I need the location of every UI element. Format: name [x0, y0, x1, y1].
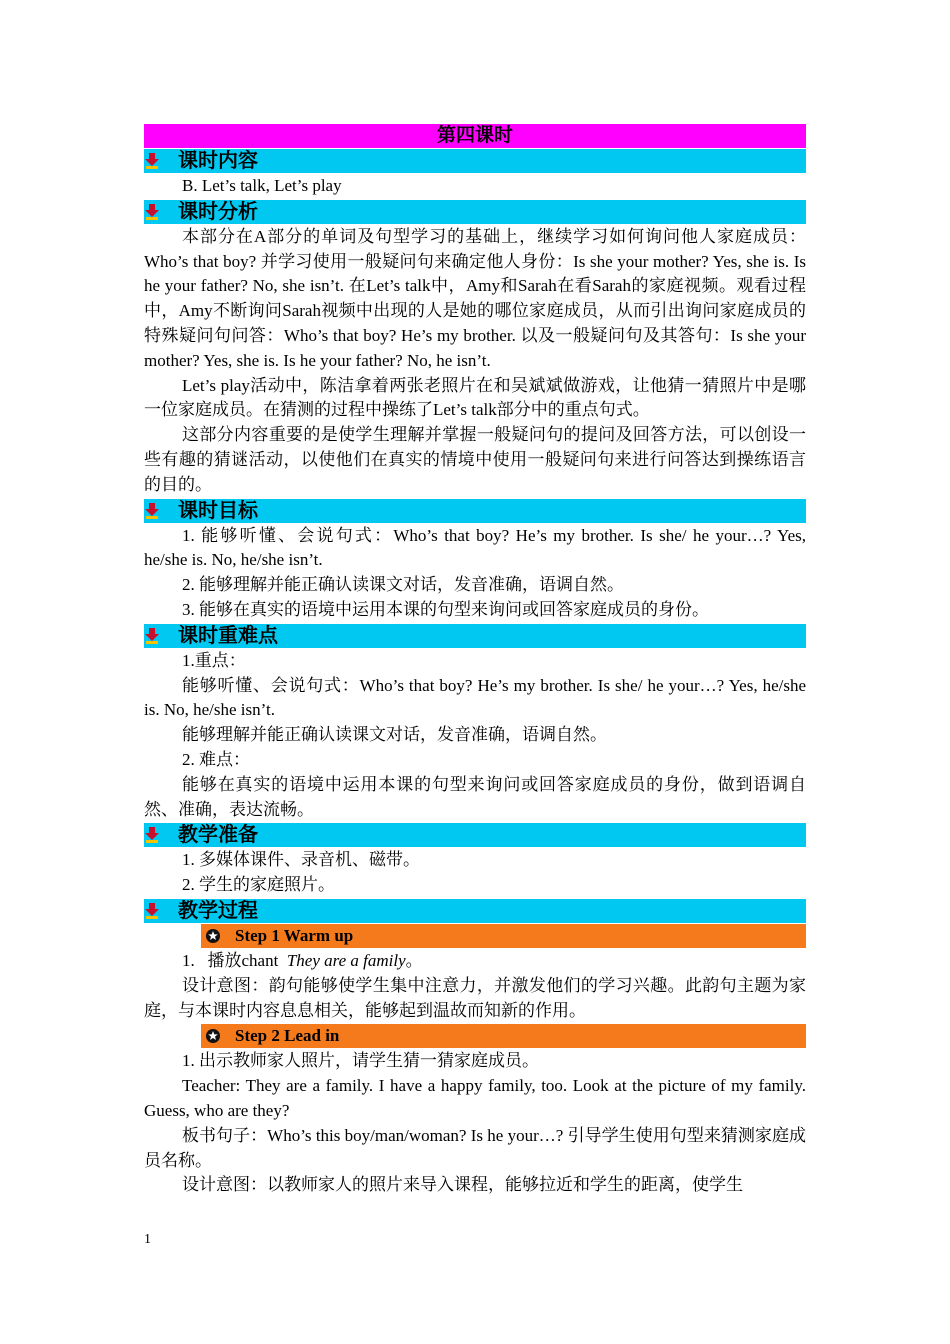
section-content-heading: 课时内容	[144, 149, 806, 173]
arrow-down-icon	[145, 503, 159, 519]
goal-item: 2. 能够理解并能正确认读课文对话，发音准确，语调自然。	[182, 575, 624, 595]
analysis-paragraph: 本部分在A部分的单词及句型学习的基础上，继续学习如何询问他人家庭成员：Who’s that boy? 并学习使用一般疑问句来确定他人身份：Is she your mother? Yes, she is. Is he your father? No, she isn’t. 在Let’s talk中，Amy和Sarah在看Sarah的家庭视频。观看过程中，Amy不断询问Sarah视频中出现的人是她的哪位家庭成员，从而引出询问家庭成员的特殊疑问句问答：Who’s that boy? He’s my brother. 以及一般疑问句及其答句：Is she your mother? Yes, she is. Is he your father? No, he isn’t.	[144, 226, 806, 370]
goal-item: 3. 能够在真实的语境中运用本课的句型来询问或回答家庭成员的身份。	[182, 599, 709, 619]
prep-item: 1. 多媒体课件、录音机、磁带。	[182, 850, 420, 870]
difficulty-label: 2. 难点：	[182, 749, 250, 769]
keypoint-label: 1.重点：	[182, 650, 246, 670]
difficulty-text: 能够在真实的语境中运用本课的句型来询问或回答家庭成员的身份，做到语调自然、准确，表达流畅。	[144, 774, 806, 819]
step-2-design-intent: 设计意图：以教师家人的照片来导入课程，能够拉近和学生的距离，使学生	[182, 1175, 743, 1195]
lesson-title: 第四课时	[144, 124, 806, 148]
arrow-down-icon	[145, 204, 159, 220]
arrow-down-icon	[145, 628, 159, 644]
section-prep-heading: 教学准备	[144, 823, 806, 847]
star-circle-icon	[206, 1029, 220, 1043]
arrow-down-icon	[145, 827, 159, 843]
prep-item: 2. 学生的家庭照片。	[182, 875, 335, 895]
step-2-teacher-line: Teacher: They are a family. I have a happy family, too. Look at the picture of my family. Guess, who are they?	[144, 1076, 806, 1120]
step-2-blackboard: 板书句子：Who’s this boy/man/woman? Is he your…? 引导学生使用句型来猜测家庭成员名称。	[144, 1125, 806, 1170]
step-1-heading: Step 1 Warm up	[201, 924, 806, 948]
arrow-down-icon	[145, 153, 159, 169]
section-process-heading: 教学过程	[144, 899, 806, 923]
document-page	[144, 124, 806, 1198]
analysis-paragraph: Let’s play活动中，陈洁拿着两张老照片在和吴斌斌做游戏，让他猜一猜照片中是哪一位家庭成员。在猜测的过程中操练了Let’s talk部分中的重点句式。	[144, 375, 806, 420]
page-number: 1	[144, 1232, 151, 1247]
section-keypoints-heading: 课时重难点	[144, 624, 806, 648]
keypoint-text: 能够理解并能正确认读课文对话，发音准确，语调自然。	[182, 725, 607, 745]
analysis-paragraph: 这部分内容重要的是使学生理解并掌握一般疑问句的提问及回答方法，可以创设一些有趣的猜谜活动，以使他们在真实的情境中使用一般疑问句来进行问答达到操练语言的目的。	[144, 425, 806, 494]
step-1-design-intent: 设计意图：韵句能够使学生集中注意力，并激发他们的学习兴趣。此韵句主题为家庭，与本课时内容息息相关，能够起到温故而知新的作用。	[144, 975, 806, 1020]
step-1-activity: 1. 播放chant They are a family。	[182, 950, 423, 970]
goal-item: 1. 能够听懂、会说句式：Who’s that boy? He’s my brother. Is she/ he your…? Yes, he/she is. No, he/she isn’t.	[144, 525, 806, 570]
star-circle-icon	[206, 929, 220, 943]
step-2-heading: Step 2 Lead in	[201, 1024, 806, 1048]
arrow-down-icon	[145, 903, 159, 919]
section-analysis-heading: 课时分析	[144, 200, 806, 224]
content-text: B. Let’s talk, Let’s play	[182, 176, 342, 195]
step-2-activity: 1. 出示教师家人照片，请学生猜一猜家庭成员。	[182, 1051, 539, 1071]
section-goals-heading: 课时目标	[144, 499, 806, 523]
keypoint-text: 能够听懂、会说句式：Who’s that boy? He’s my brother. Is she/ he your…? Yes, he/she is. No, he/she isn’t.	[144, 675, 806, 720]
